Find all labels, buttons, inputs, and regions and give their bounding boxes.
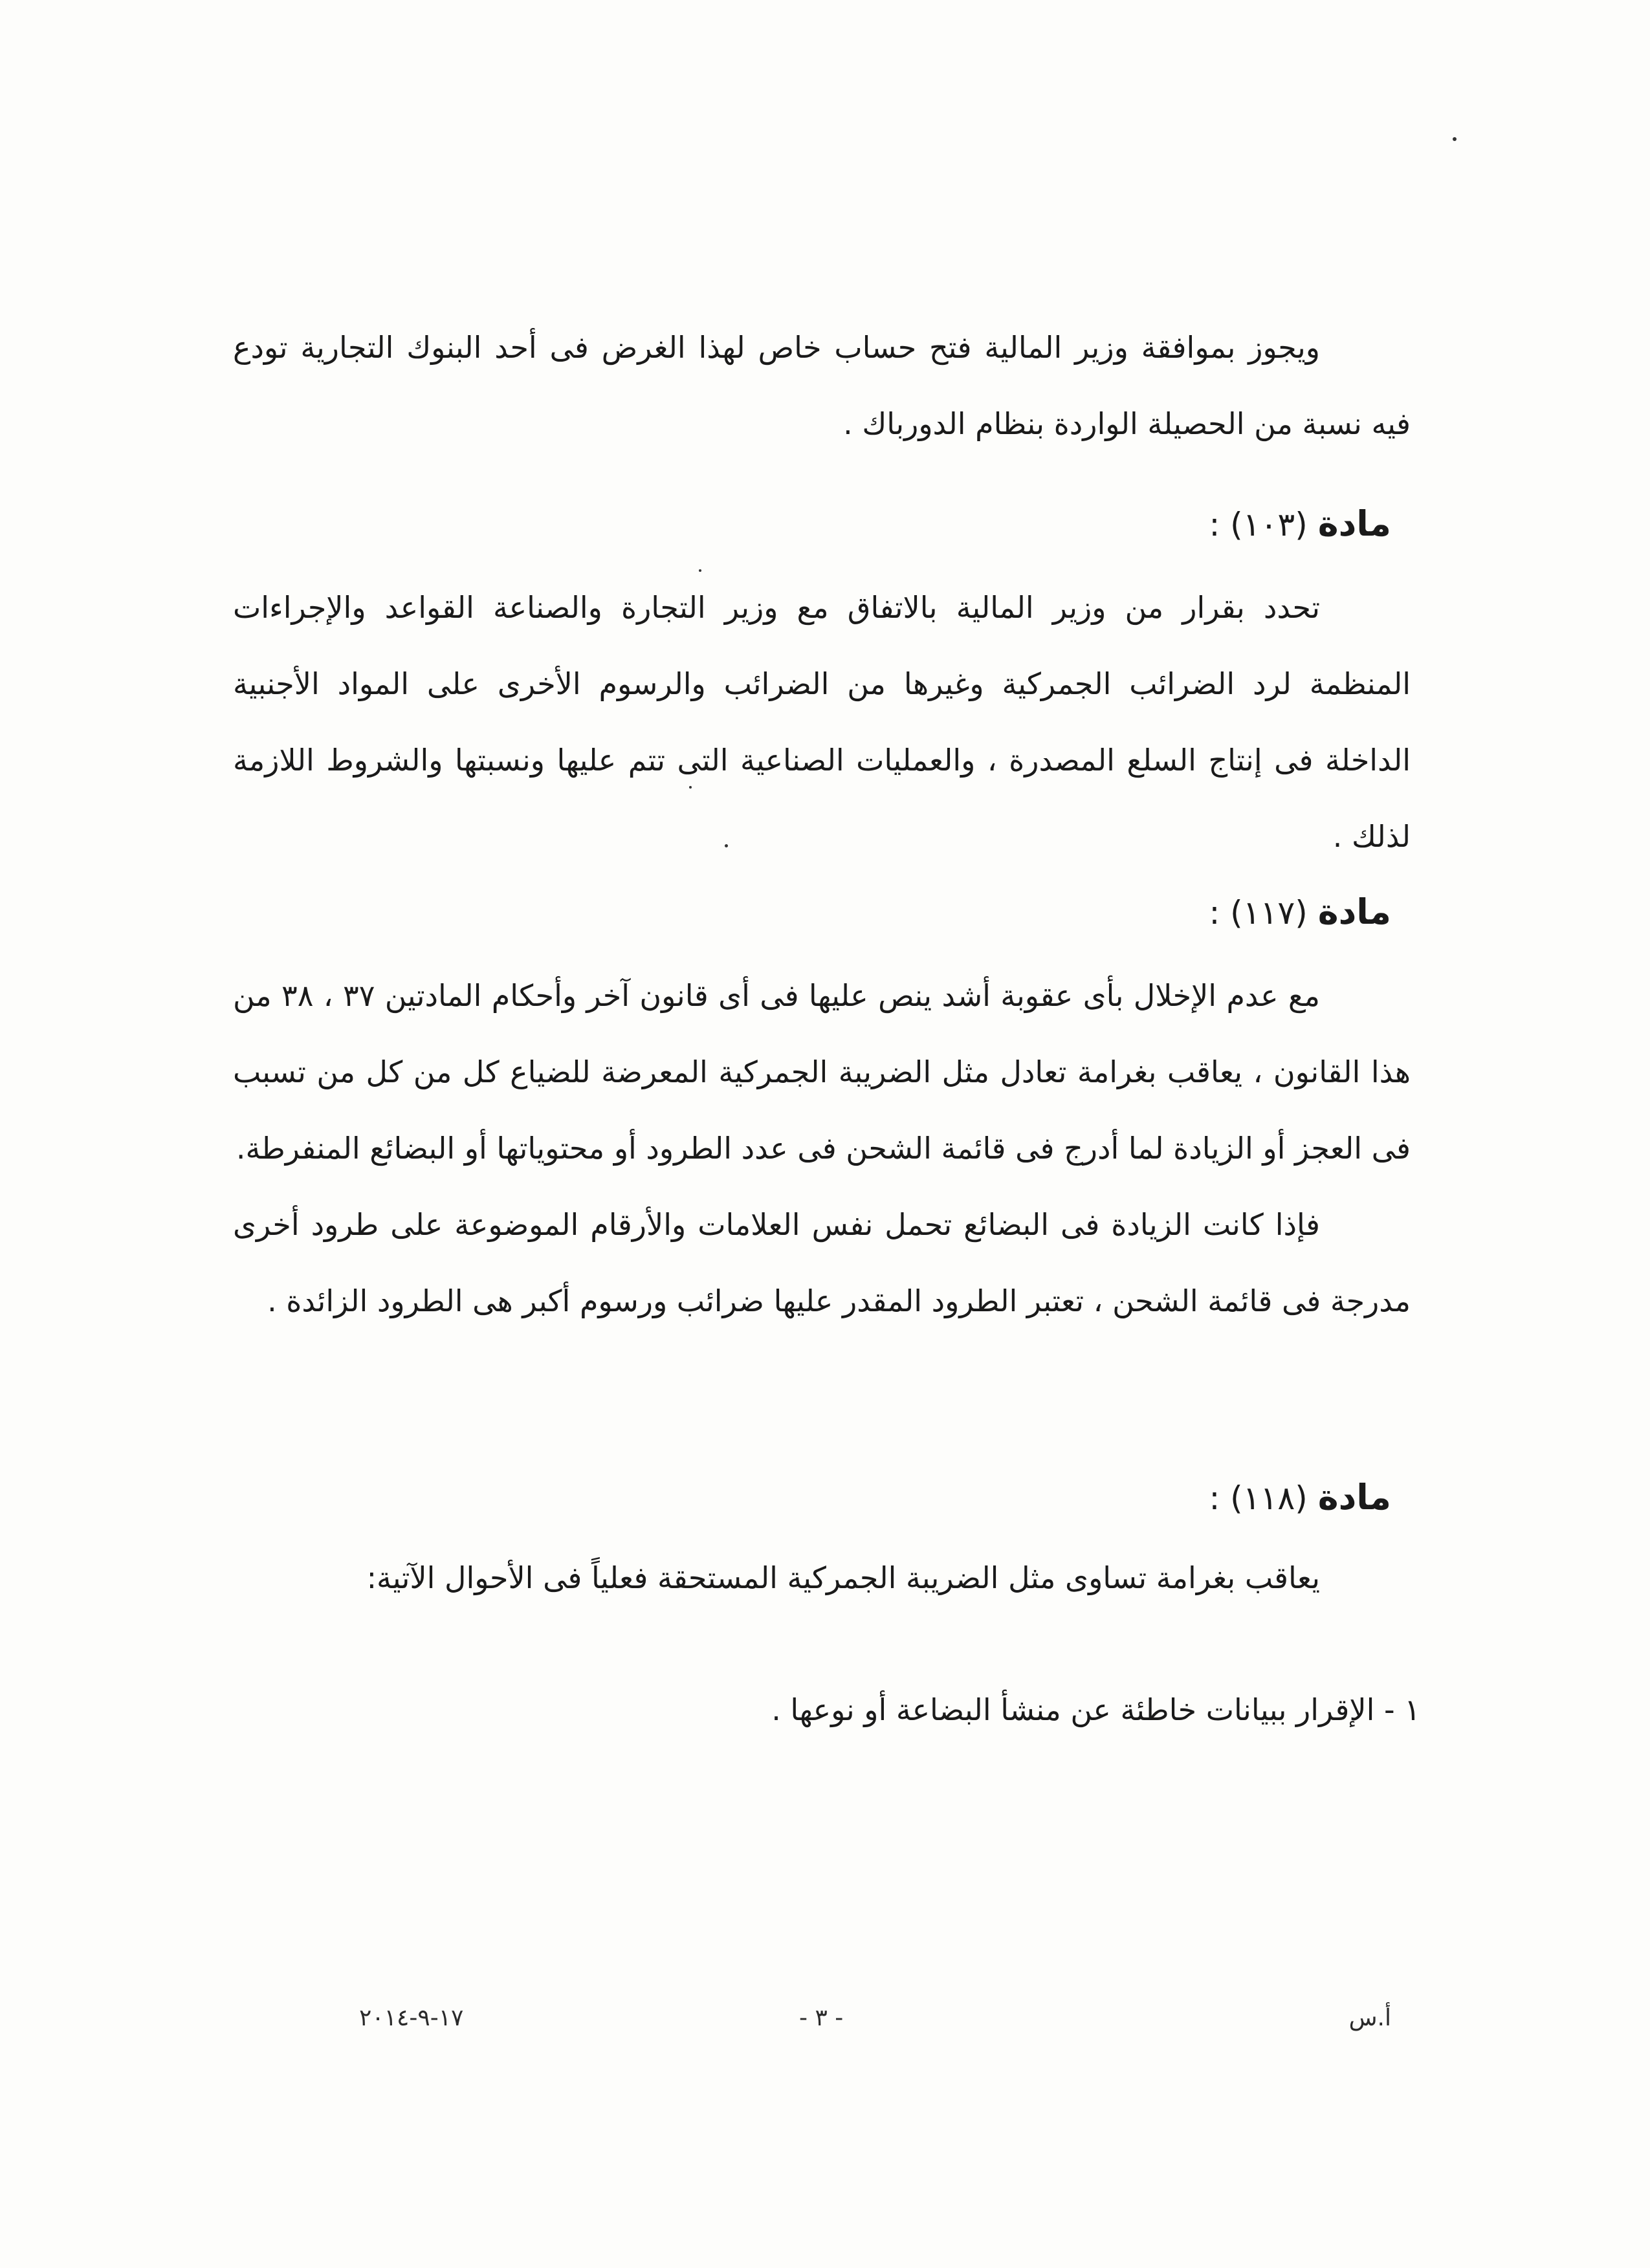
list-item: ١ - الإقرار ببيانات خاطئة عن منشأ البضاعة أو نوعها . — [771, 1692, 1420, 1727]
article-paragraph: تحدد بقرار من وزير المالية بالاتفاق مع وزير التجارة والصناعة القواعد والإجراءات المنظمة لرد الضرائب الجمركية وغيرها من الضرائب والرسوم الأخرى على المواد الأجنبية الداخلة فى إنتاج السلع المصدرة ، والعمليات الصناعية التى تتم عليها ونسبتها والشروط اللازمة لذلك . — [233, 590, 1411, 854]
intro-paragraph: ويجوز بموافقة وزير المالية فتح حساب خاص لهذا الغرض فى أحد البنوك التجارية تودع فيه نسبة من الحصيلة الواردة بنظام الدورباك . — [233, 330, 1411, 441]
scan-speck — [699, 569, 701, 572]
article-118-body — [233, 1540, 1411, 1616]
scan-speck — [725, 844, 728, 847]
footer-date: ١٧-٩-٢٠١٤ — [359, 2005, 464, 2031]
article-103-heading — [1209, 501, 1391, 547]
article-paragraph: مع عدم الإخلال بأى عقوبة أشد ينص عليها فى أى قانون آخر وأحكام المادتين ٣٧ ، ٣٨ من هذا القانون ، يعاقب بغرامة تعادل مثل الضريبة الجمركية المعرضة للضياع كل من كل من تسبب فى العجز أو الزيادة لما أدرج فى قائمة الشحن فى عدد الطرود أو محتوياتها أو البضائع المنفرطة. — [233, 978, 1411, 1166]
article-paragraph: يعاقب بغرامة تساوى مثل الضريبة الجمركية المستحقة فعلياً فى الأحوال الآتية: — [366, 1560, 1320, 1595]
scan-speck — [1453, 137, 1457, 141]
article-paragraph: فإذا كانت الزيادة فى البضائع تحمل نفس العلامات والأرقام الموضوعة على طرود أخرى مدرجة فى قائمة الشحن ، تعتبر الطرود المقدر عليها ضرائب ورسوم أكبر هى الطرود الزائدة . — [233, 1207, 1411, 1318]
article-heading-number: (١٠٣) : — [1209, 506, 1308, 543]
page-number: - ٣ - — [799, 2005, 844, 2031]
article-heading-number: (١١٨) : — [1209, 1479, 1308, 1517]
article-heading-word: مادة — [1317, 1477, 1391, 1518]
article-heading-number: (١١٧) : — [1209, 894, 1308, 932]
article-heading-word: مادة — [1317, 503, 1391, 544]
article-103-body — [233, 569, 1411, 875]
article-117-heading — [1209, 889, 1391, 935]
article-117-body — [233, 957, 1411, 1339]
scan-speck — [689, 786, 692, 789]
footer-initials: أ.س — [1348, 2005, 1391, 2031]
intro-paragraph-block — [233, 309, 1411, 462]
article-118-heading — [1209, 1475, 1391, 1521]
article-heading-word: مادة — [1317, 891, 1391, 932]
